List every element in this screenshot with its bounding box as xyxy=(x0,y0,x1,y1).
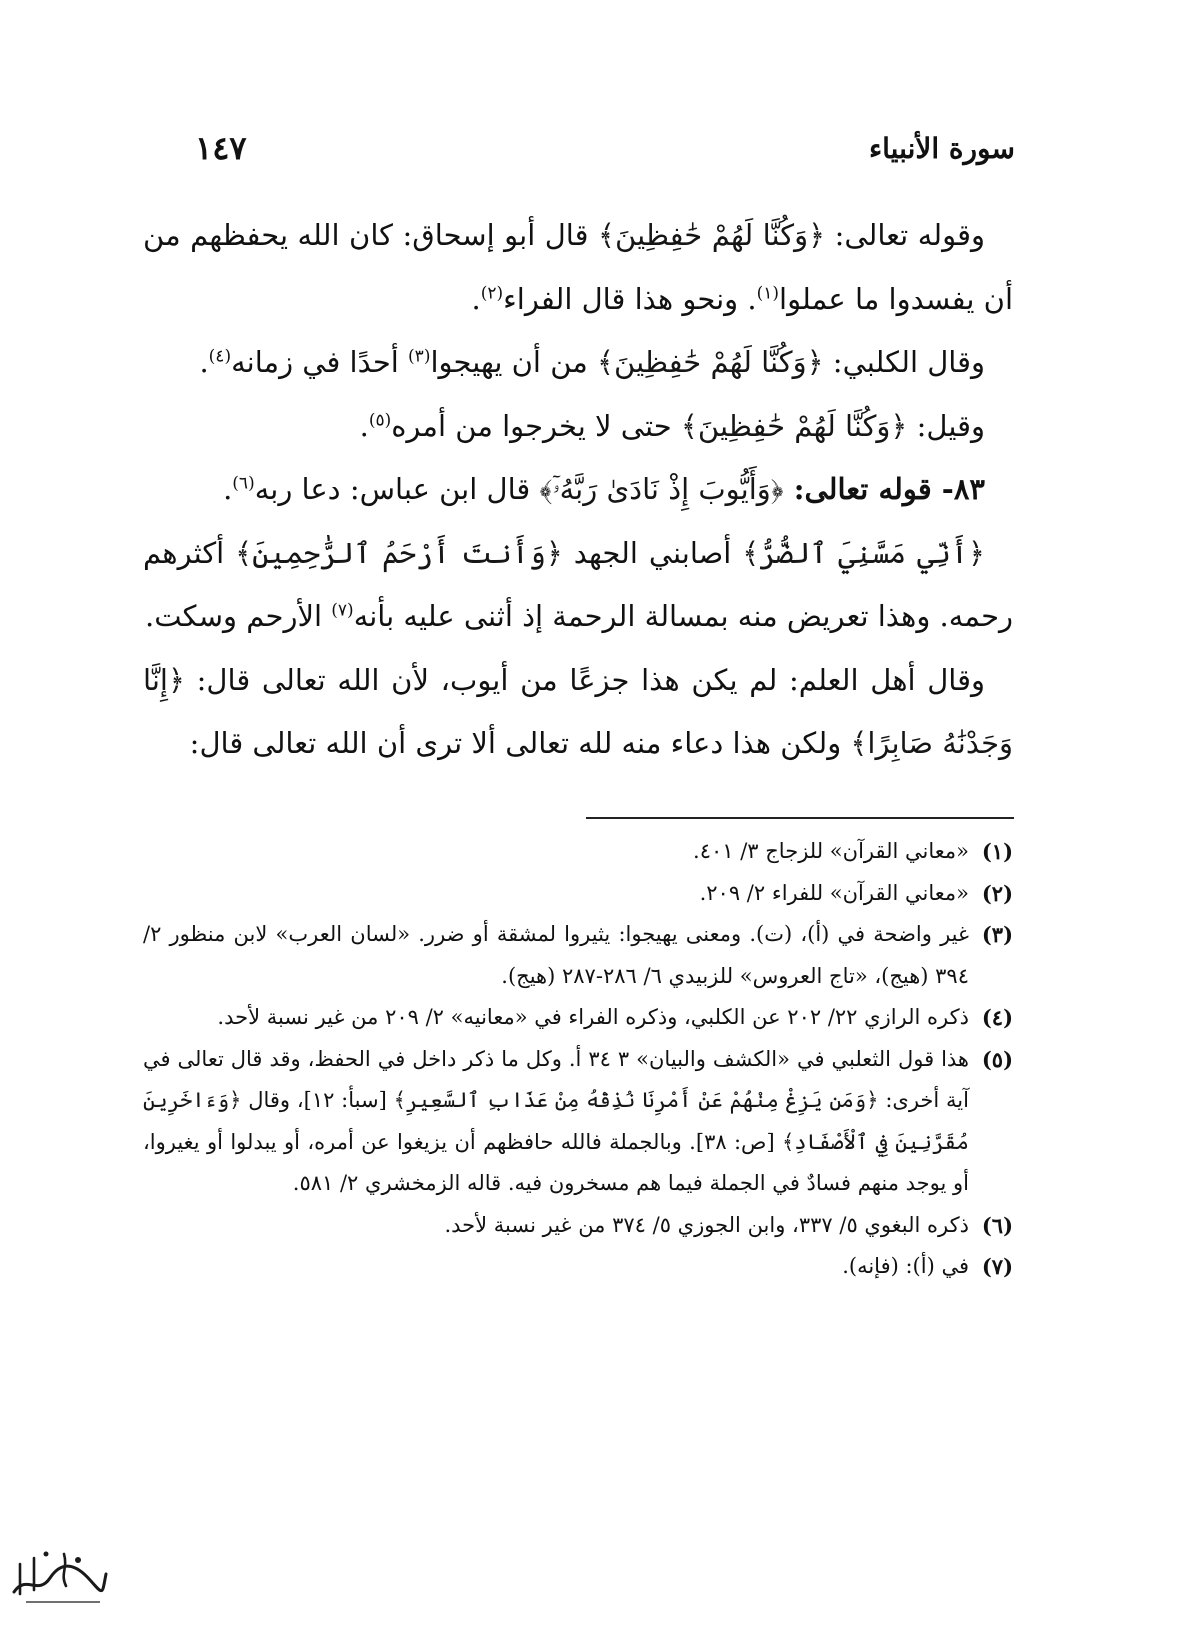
paragraph-2 xyxy=(143,331,1013,395)
footnote-number: (٦) xyxy=(981,1212,1013,1238)
page-number: ١٤٧ xyxy=(195,129,247,167)
footnote-number: (٧) xyxy=(981,1254,1013,1279)
text-run: قال أبو إسحاق: كان الله يحفظهم من أن يفسدوا ما عملوا xyxy=(143,218,1013,316)
footnote-ref: (٧) xyxy=(331,600,354,621)
quran-quote: ﴿وَمَن يَزِغْ مِنْهُمْ عَنْ أَمْرِنَا نُذِقْهُ مِنْ عَذَابِ ٱلسَّعِيرِ﴾ xyxy=(393,1088,879,1112)
text-run: وقوله تعالى: xyxy=(825,218,985,252)
quran-quote: ﴿وَكُنَّا لَهُمْ حَٰفِظِينَ﴾ xyxy=(680,408,908,443)
surah-title: سورة الأنبياء xyxy=(868,131,1015,165)
paragraph-3 xyxy=(143,395,1013,459)
footnote-ref: (٣) xyxy=(408,346,431,367)
footnotes xyxy=(143,831,1013,1288)
footnote-1 xyxy=(143,831,1013,873)
footnote-ref: (١) xyxy=(756,282,780,303)
text-run: قوله تعالى: xyxy=(783,472,942,506)
paragraph-4 xyxy=(143,458,1013,522)
footnote-text: «معاني القرآن» للزجاج ٣/ ٤٠١. xyxy=(693,839,969,863)
quran-quote: ﴿أَنِّي مَسَّنِيَ ٱلضُّرُّ﴾ xyxy=(742,535,985,570)
footnote-text: غير واضحة في (أ)، (ت). ومعنى يهيجوا: يثيروا لمشقة أو ضرر. «لسان العرب» لابن منظور ٢/ ٣٩٤ (هيج)، «تاج العروس» للزبيدي ٦/ ٢٨٦-٢٨٧ (هيج). xyxy=(143,922,969,988)
footnote-ref: (٤) xyxy=(208,346,232,367)
main-text xyxy=(143,204,1013,776)
footnote-number: (٤) xyxy=(981,1005,1013,1030)
paragraph-1 xyxy=(143,204,1013,331)
text-run: من أن يهيجوا xyxy=(430,345,598,379)
footnote-7 xyxy=(143,1246,1013,1288)
quran-quote: ﴿وَءَاخَرِينَ مُقَرَّنِينَ فِي ٱلْأَصْفَادِ﴾ xyxy=(143,1088,969,1154)
text-run: . xyxy=(223,472,233,506)
footnote-5 xyxy=(143,1039,1013,1205)
paragraph-5 xyxy=(143,522,1013,649)
text-run: . ونحو هذا قال الفراء xyxy=(503,281,757,316)
text-run: هذا قول الثعلبي في «الكشف والبيان» ٣ ٣٤ أ. وكل ما ذكر داخل في الحفظ، وقد قال تعالى في آية أخرى: xyxy=(143,1046,970,1112)
text-run: وقال أهل العلم: لم يكن هذا جزعًا من أيوب، لأن الله تعالى قال: xyxy=(184,662,985,697)
footnote-ref: (٥) xyxy=(368,409,392,430)
footnote-number: (١) xyxy=(981,839,1013,864)
footnote-number: (٢) xyxy=(981,880,1013,906)
footnote-number: (٥) xyxy=(981,1046,1013,1072)
text-run: قال ابن عباس: دعا ربه xyxy=(254,472,540,506)
footnote-2 xyxy=(143,873,1013,915)
footnote-ref: (٢) xyxy=(480,282,504,303)
quran-quote: ﴿وَأَنتَ أَرْحَمُ ٱلرَّٰحِمِينَ﴾ xyxy=(235,535,563,570)
quran-quote: ﴿وَأَيُّوبَ إِذْ نَادَىٰ رَبَّهُۥٓ﴾ xyxy=(539,472,784,506)
text-run: وقيل: xyxy=(907,408,985,443)
footnote-number: (٣) xyxy=(981,922,1013,947)
paragraph-6 xyxy=(143,649,1013,776)
text-run: [سبأ: ١٢]، وقال xyxy=(241,1088,394,1112)
footnote-text: ذكره الرازي ٢٢/ ٢٠٢ عن الكلبي، وذكره الفراء في «معانيه» ٢/ ٢٠٩ من غير نسبة لأحد. xyxy=(217,1005,969,1029)
footnote-text: في (أ): (فإنه). xyxy=(842,1254,969,1278)
text-run: أصابني الجهد xyxy=(562,535,743,570)
footnote-6 xyxy=(143,1205,1013,1247)
text-run: ولكن هذا دعاء منه لله تعالى ألا ترى أن الله تعالى قال: xyxy=(189,726,851,760)
quran-quote: ﴿إِنَّا وَجَدْنَٰهُ صَابِرًا﴾ xyxy=(143,662,1013,760)
page-header xyxy=(195,120,1015,176)
footnote-ref: (٦) xyxy=(232,473,255,494)
footnote-text: «معاني القرآن» للفراء ٢/ ٢٠٩. xyxy=(699,880,969,905)
footnote-text: ذكره البغوي ٥/ ٣٣٧، وابن الجوزي ٥/ ٣٧٤ من غير نسبة لأحد. xyxy=(444,1212,969,1237)
quran-quote: ﴿وَكُنَّا لَهُمْ حَٰفِظِينَ﴾ xyxy=(598,218,826,252)
publisher-stamp-logo xyxy=(6,1534,110,1610)
text-run: وقال الكلبي: xyxy=(823,345,985,379)
footnote-3 xyxy=(143,914,1013,997)
text-run: . xyxy=(199,345,209,379)
text-run: . xyxy=(471,281,481,316)
quran-quote: ﴿وَكُنَّا لَهُمْ حَٰفِظِينَ﴾ xyxy=(597,345,824,379)
text-run: [ص: ٣٨]. وبالجملة فالله حافظهم أن يزيغوا عن أمره، أو يبدلوا أو يغيروا، أو يوجد منهم فسادٌ في الجملة فيما هم مسخرون فيه. قاله الزمخشري ٢/ ٥٨١. xyxy=(143,1129,969,1195)
text-run: أكثرهم رحمه. وهذا تعريض منه بمسالة الرحمة إذ أثنى عليه بأنه xyxy=(143,535,1013,633)
footnote-separator xyxy=(586,817,1014,819)
text-run: . xyxy=(359,408,369,443)
text-run: حتى لا يخرجوا من أمره xyxy=(391,408,681,443)
footnote-text xyxy=(143,1039,969,1205)
text-run: الأرحم وسكت. xyxy=(144,599,332,633)
text-run: أحدًا في زمانه xyxy=(231,345,409,379)
footnote-4 xyxy=(143,997,1013,1039)
verse-number: ٨٣- xyxy=(941,472,985,506)
